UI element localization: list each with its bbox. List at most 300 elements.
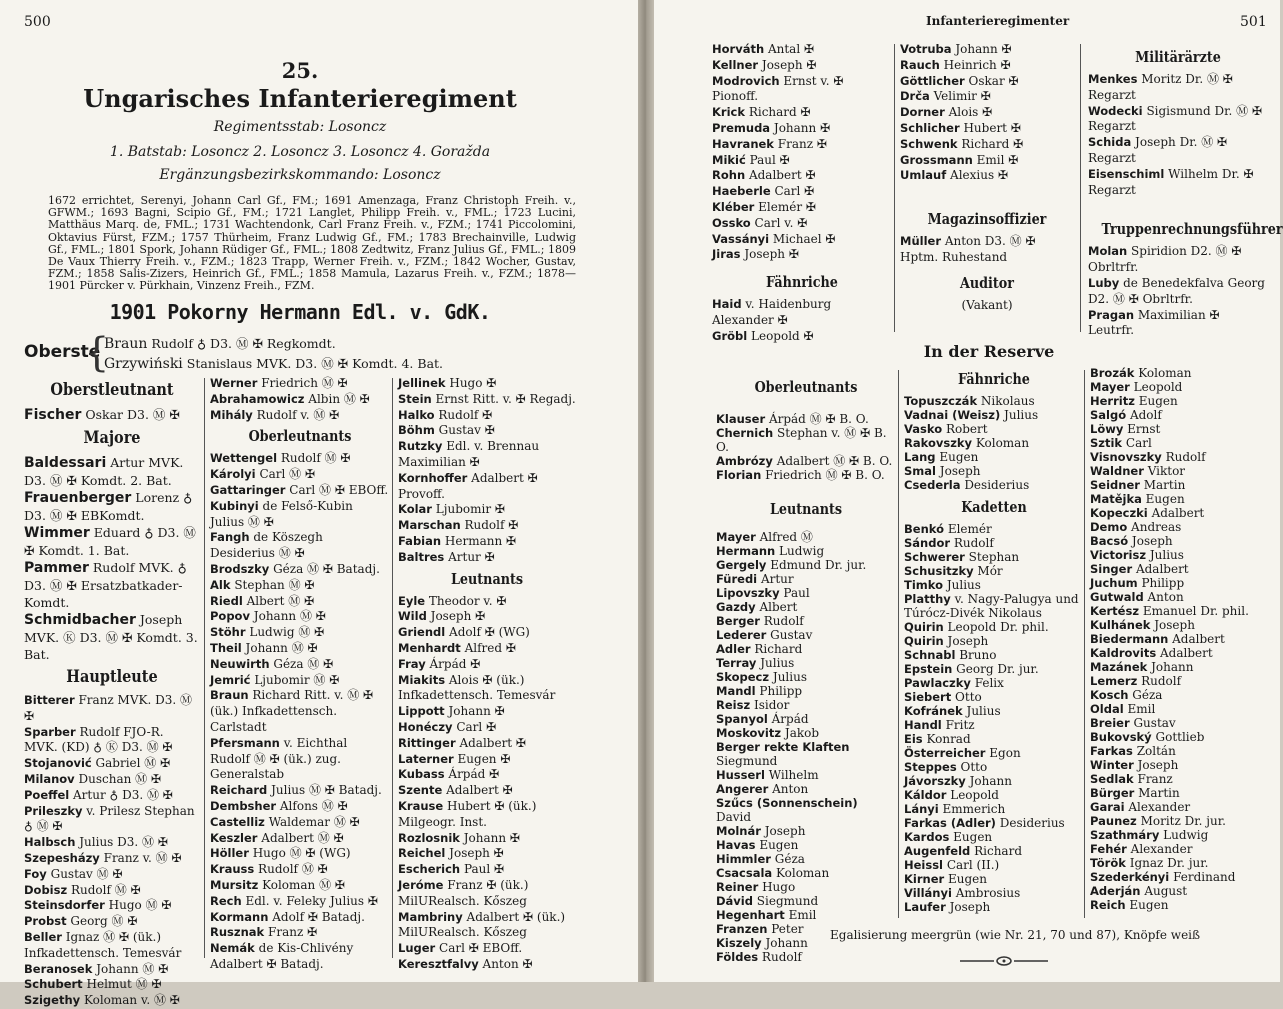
heading-hauptleute: Hauptleute — [66, 667, 158, 687]
roster-entry — [712, 42, 892, 58]
officer-details: Emil — [784, 908, 817, 922]
officer-surname: Frauenberger — [24, 490, 132, 506]
officer-details: Koloman — [772, 866, 830, 880]
officer-surname: Schmidbacher — [24, 612, 136, 628]
roster-entry — [1088, 167, 1268, 199]
roster-entry — [1090, 828, 1270, 842]
officer-details: Joseph — [1150, 618, 1195, 632]
officer-surname: Jemrić — [210, 672, 251, 687]
officer-details: Eugen — [949, 830, 993, 844]
officer-details: Julius — [1146, 548, 1184, 562]
roster-entry — [712, 121, 892, 137]
roster-entry — [904, 550, 1084, 564]
officer-details: Jakob — [781, 726, 820, 740]
officer-surname: Terray — [716, 656, 757, 670]
officer-details: Ludwig Ⓜ ✠ — [245, 625, 325, 640]
roster-entry — [900, 42, 1074, 58]
officer-details: Joseph ✠ — [758, 57, 817, 72]
officer-surname: Keszler — [210, 830, 258, 845]
right-col-3 — [1088, 44, 1283, 339]
officer-surname: Milanov — [24, 771, 75, 786]
roster-entry — [24, 898, 200, 914]
officer-details: Leopold ✠ — [747, 328, 814, 343]
officer-details: Albin Ⓜ ✠ — [304, 391, 370, 406]
officer-details: Anton ✠ — [478, 956, 533, 971]
roster-entry — [24, 524, 200, 559]
officer-surname: Chernich — [716, 426, 774, 440]
officer-surname: Lederer — [716, 628, 767, 642]
roster-entry — [210, 625, 390, 641]
officer-surname: Wimmer — [24, 525, 90, 541]
officer-details: Siegmund — [716, 754, 778, 768]
roster-entry — [210, 392, 390, 408]
officer-details: Alexander — [1126, 842, 1193, 856]
officer-surname: Oldal — [1090, 702, 1124, 716]
roster-entry — [1090, 436, 1270, 450]
officer-surname: Lemerz — [1090, 674, 1138, 688]
officer-details: Adalbert — [1132, 562, 1189, 576]
officer-surname: Földes — [716, 950, 759, 964]
officer-details: Anton — [1143, 590, 1184, 604]
roster-entry — [398, 423, 576, 439]
officer-details: David — [716, 810, 752, 824]
roster-entry — [904, 802, 1084, 816]
roster-entry — [1088, 72, 1268, 104]
officer-surname: Rohn — [712, 168, 746, 183]
officer-details: Johann Ⓜ ✠ — [92, 961, 169, 976]
officer-surname: Kiszely — [716, 936, 762, 950]
roster-entry — [210, 609, 390, 625]
roster-entry — [24, 611, 200, 663]
roster-entry — [900, 121, 1074, 137]
oberste-label: Oberste — [24, 342, 101, 362]
officer-details: Alexius ✠ — [946, 168, 1008, 183]
roster-entry — [904, 578, 1084, 592]
officer-details: Hugo — [758, 880, 796, 894]
column-rule — [204, 378, 205, 958]
officer-details: Edl. v. Brennau Maximilian ✠ — [398, 439, 540, 469]
officer-details: Stephan — [964, 550, 1020, 564]
officer-details: Rudolf — [759, 614, 804, 628]
officer-surname: Augenfeld — [904, 844, 971, 858]
officer-details: Zoltán — [1132, 744, 1176, 758]
regiment-title: Ungarisches Infanterieregiment — [83, 84, 517, 113]
roster-entry — [24, 804, 200, 836]
roster-entry — [1090, 380, 1270, 394]
officer-details: Waldemar Ⓜ ✠ — [264, 814, 360, 829]
officer-surname: Ossko — [712, 215, 751, 230]
officer-details: Julius Ⓜ ✠ Batadj. — [267, 783, 382, 798]
roster-entry — [1088, 244, 1268, 276]
officer-details: Joseph MVK. Ⓚ D3. Ⓜ ✠ Komdt. 3. Bat. — [24, 612, 198, 662]
officer-surname: Fehér — [1090, 842, 1127, 856]
roster-entry — [24, 489, 200, 524]
officer-details: Carl ✠ — [452, 719, 497, 734]
roster-entry — [1088, 135, 1268, 167]
officer-surname: Smal — [904, 464, 936, 478]
officer-details: Leopold — [946, 788, 999, 802]
officer-surname: Kaldrovits — [1090, 646, 1157, 660]
officer-surname: Szathmáry — [1090, 828, 1160, 842]
officer-details: Emanuel Dr. phil. — [1139, 604, 1249, 618]
roster-entry — [716, 628, 896, 642]
officer-details: Carl v. ✠ — [750, 215, 808, 230]
roster-entry — [398, 673, 576, 705]
officer-details: Adalbert ✠ — [442, 783, 513, 798]
officer-surname: Reiner — [716, 880, 759, 894]
roster-entry — [1090, 660, 1270, 674]
officer-surname: Fray — [398, 656, 426, 671]
roster-entry — [210, 641, 390, 657]
roster-entry — [398, 534, 576, 550]
roster-entry — [24, 406, 200, 424]
officer-details: Konrad — [922, 732, 971, 746]
officer-details: Emil ✠ — [972, 152, 1019, 167]
officer-surname: Visnovszky — [1090, 450, 1162, 464]
roster-entry — [904, 422, 1084, 436]
officer-details: Leopold — [1129, 380, 1183, 394]
roster-entry — [1090, 520, 1270, 534]
officer-details: Peter — [767, 922, 804, 936]
officer-details: Franz v. Ⓜ ✠ — [99, 850, 182, 865]
officer-surname: Werner — [210, 376, 258, 390]
officer-details: Árpád Ⓜ ✠ B. O. — [765, 412, 869, 426]
officer-surname: Herritz — [1090, 394, 1135, 408]
roster-entry — [398, 594, 576, 610]
officer-surname: Skopecz — [716, 670, 770, 684]
officer-surname: Havranek — [712, 136, 774, 151]
officer-surname: Quirin — [904, 634, 944, 648]
roster-entry — [210, 910, 390, 926]
officer-details: Heinrich ✠ — [939, 57, 1011, 72]
officer-surname: Husserl — [716, 768, 765, 782]
officer-surname: Baldessari — [24, 455, 107, 471]
officer-details: Franz MVK. D3. Ⓜ ✠ — [24, 693, 192, 723]
roster-entry — [1090, 786, 1270, 800]
officer-surname: Lippott — [398, 704, 445, 719]
officer-surname: Jávorszky — [904, 774, 966, 788]
roster-entry — [1090, 408, 1270, 422]
roster-entry — [712, 216, 892, 232]
officer-details: Julius — [1000, 408, 1039, 422]
roster-entry — [712, 137, 892, 153]
roster-entry — [398, 783, 576, 799]
roster-entry — [398, 518, 576, 534]
roster-entry — [716, 670, 896, 684]
officer-surname: Angerer — [716, 782, 769, 796]
officer-details: Julius D3. Ⓜ ✠ — [75, 835, 168, 850]
roster-entry — [1090, 464, 1270, 478]
officer-details: Friedrich Ⓜ ✠ B. O. — [761, 468, 885, 482]
officer-details: Koloman — [972, 436, 1030, 450]
roster-entry — [1090, 422, 1270, 436]
heading-reserve-faehnriche: Fähnriche — [958, 370, 1030, 388]
officer-surname: Salgó — [1090, 408, 1127, 422]
roster-entry — [904, 690, 1084, 704]
officer-details: Adolf ✠ Batadj. — [268, 909, 365, 924]
officer-surname: Honéczy — [398, 719, 453, 734]
officer-surname: Kardos — [904, 830, 950, 844]
officer-surname: Schlicher — [900, 120, 960, 135]
right-page — [654, 0, 1283, 982]
roster-entry — [716, 894, 896, 908]
officer-surname: Steinsdorfer — [24, 898, 105, 913]
right-col-1 — [712, 42, 892, 345]
roster-entry — [904, 718, 1084, 732]
officer-surname: Mayer — [716, 530, 756, 544]
roster-entry — [210, 376, 390, 392]
officer-surname: Csacsala — [716, 866, 773, 880]
roster-entry — [904, 788, 1084, 802]
roster-entry — [716, 950, 896, 964]
roster-entry — [904, 648, 1084, 662]
officer-details: v. Prilesz Stephan ♁ Ⓜ ✠ — [24, 803, 195, 834]
officer-details: Ernst — [1123, 422, 1161, 436]
officer-details: Richard Ritt. v. Ⓜ ✠ (ük.) Infkadettensch. Carlstadt — [210, 688, 374, 734]
roster-entry — [1090, 842, 1270, 856]
officer-details: Gustav — [1129, 716, 1176, 730]
roster-entry — [716, 468, 896, 482]
officer-details: Johann — [1147, 660, 1194, 674]
roster-entry — [716, 586, 896, 600]
officer-surname: Müller — [900, 234, 941, 249]
officer-details: Julius — [962, 704, 1001, 718]
left-col-1 — [24, 376, 200, 1009]
officer-details: Adalbert Ⓜ ✠ — [257, 830, 344, 845]
officer-surname: Stojanović — [24, 756, 92, 771]
officer-surname: Mandl — [716, 684, 756, 698]
officer-details: Martin — [1139, 478, 1186, 492]
officer-surname: Rauch — [900, 57, 940, 72]
officer-surname: Heissl — [904, 858, 943, 872]
roster-entry — [1090, 478, 1270, 492]
column-rule — [894, 44, 895, 332]
roster-entry — [210, 530, 390, 562]
officer-details: Nikolaus — [977, 394, 1035, 408]
roster-entry — [1090, 856, 1270, 870]
officer-surname: Neuwirth — [210, 656, 270, 671]
roster-entry — [398, 550, 576, 566]
roster-entry — [398, 471, 576, 503]
regiment-number: 25. — [281, 58, 319, 83]
regiment-history: 1672 errichtet, Serenyi, Johann Carl Gf., FM.; 1691 Amenzaga, Franz Christoph Freih. v., GFWM.; 1693 Bagni, Scipio Gf., FM.; 1721 Langlet, Philipp Freih. v., FML.; 1723 Lucini, Matthäus Marq. de, FML.; 1731 Wachtendonk, Carl Franz Freih. v., FZM.; 1741 Piccolomini, Oktavius Fürst, FZM.; 1757 Thürheim, Franz Ludwig Gf., FM.; 1783 Brechainville, Ludwig Gf., FML.; 1801 Spork, Johann Rüdiger Gf., FML.; 1808 Zedtwitz, Franz Julius Gf., FML.; 1809 De Vaux Thierry Freih. v., FZM.; 1823 Trapp, Werner Freih. v., FZM.; 1842 Wocher, Gustav, FZM.; 1858 Salis-Zizers, Heinrich Gf., FML.; 1858 Mamula, Lazarus Freih. v., FZM.; 1878—1901 Pürcker v. Pürkhain, Vinzenz Freih., FZM. — [48, 194, 576, 293]
page-number: 500 — [24, 14, 51, 30]
roster-entry — [716, 544, 896, 558]
officer-details: Eugen — [935, 450, 979, 464]
officer-surname: Berger — [716, 614, 760, 628]
officer-details: Rudolf — [758, 950, 802, 964]
roster-entry — [1090, 800, 1270, 814]
officer-details: Ernst Ritt. v. ✠ Regadj. — [431, 391, 576, 406]
officer-surname: Kofránek — [904, 704, 963, 718]
roster-entry — [1090, 884, 1270, 898]
officer-details: Carl ✠ — [770, 184, 815, 199]
officer-surname: Kosch — [1090, 688, 1129, 702]
officer-surname: Schnabl — [904, 648, 956, 662]
roster-entry — [398, 641, 576, 657]
officer-surname: Káldor — [904, 788, 947, 802]
officer-surname: Horváth — [712, 42, 765, 56]
officer-surname: Molan — [1088, 244, 1128, 259]
officer-surname: Fischer — [24, 407, 82, 423]
roster-entry — [716, 782, 896, 796]
roster-entry — [904, 886, 1084, 900]
officer-details: Otto — [956, 760, 988, 774]
roster-entry — [398, 376, 576, 392]
officer-details: Emil — [1123, 702, 1156, 716]
officer-details: Géza Ⓜ ✠ — [269, 656, 334, 671]
left-col-2 — [210, 376, 390, 973]
officer-details: Mór — [973, 564, 1003, 578]
officer-surname: Seidner — [1090, 478, 1140, 492]
officer-surname: Braun — [210, 688, 249, 703]
roster-entry — [210, 467, 390, 483]
officer-details: Adalbert — [1156, 646, 1213, 660]
roster-entry — [24, 835, 200, 851]
officer-surname: Gröbl — [712, 328, 748, 343]
officer-surname: Prileszky — [24, 803, 83, 818]
officer-surname: Florian — [716, 468, 762, 482]
roster-entry — [24, 725, 200, 757]
officer-details: Rudolf ✠ — [434, 407, 493, 422]
officer-surname: Rusznak — [210, 925, 265, 940]
roster-entry — [398, 752, 576, 768]
roster-entry — [24, 559, 200, 611]
officer-surname: Moskovitz — [716, 726, 782, 740]
officer-surname: Eyle — [398, 593, 426, 608]
roster-entry — [1088, 276, 1268, 308]
heading-auditor: Auditor — [959, 273, 1015, 292]
roster-entry — [398, 878, 576, 910]
officer-details: Joseph — [945, 900, 991, 914]
officer-surname: Probst — [24, 914, 67, 929]
officer-surname: Drča — [900, 89, 930, 104]
officer-surname: Török — [1090, 856, 1126, 870]
roster-entry — [904, 830, 1084, 844]
officer-details: Koloman Ⓜ ✠ — [258, 877, 345, 892]
officer-surname: Baltres — [398, 549, 445, 564]
reserve-col-1 — [716, 374, 896, 964]
officer-details: Georg Dr. jur. — [952, 662, 1039, 676]
officer-surname: Hermann — [716, 544, 776, 558]
reserve-col-2 — [904, 366, 1084, 914]
officer-details: Isidor — [750, 698, 790, 712]
roster-entry — [398, 941, 576, 957]
officer-details: Rudolf v. Ⓜ ✠ — [252, 407, 340, 422]
officer-details: Sigismund Dr. Ⓜ ✠ Regarzt — [1088, 103, 1263, 134]
running-head: Infanterieregimenter — [926, 14, 1070, 28]
officer-details: Koloman v. Ⓜ ✠ — [80, 993, 180, 1008]
officer-surname: Gattaringer — [210, 482, 286, 497]
officer-details: Joseph Dr. Ⓜ ✠ Regarzt — [1088, 135, 1228, 165]
heading-militaeraerzte: Militärärzte — [1135, 48, 1221, 66]
roster-entry — [904, 900, 1084, 914]
officer-surname: Wild — [398, 609, 427, 624]
roster-entry — [1090, 548, 1270, 562]
officer-details: Johann ✠ — [444, 704, 505, 719]
roster-entry — [1090, 688, 1270, 702]
roster-entry — [210, 831, 390, 847]
officer-details: Artur ♁ D3. Ⓜ ✠ — [69, 787, 173, 802]
officer-details: Gottlieb — [1151, 730, 1205, 744]
officer-details: Eugen — [944, 872, 988, 886]
officer-surname: Kolar — [398, 502, 432, 517]
officer-details: Árpád ✠ — [425, 656, 481, 671]
officer-details: Julius — [943, 578, 981, 592]
roster-entry — [716, 768, 896, 782]
roster-entry — [900, 89, 1074, 105]
officer-surname: Pragan — [1088, 307, 1135, 322]
officer-surname: Reichard — [210, 783, 268, 798]
officer-surname: Mursitz — [210, 877, 259, 892]
roster-entry — [210, 408, 390, 424]
officer-surname: Lipovszky — [716, 586, 780, 600]
officer-details: Leopold Dr. phil. — [943, 620, 1049, 634]
officer-surname: Siebert — [904, 690, 952, 704]
roster-entry — [398, 657, 576, 673]
officer-details: Artur ✠ — [444, 549, 495, 564]
officer-surname: Rakovszky — [904, 436, 973, 450]
roster-entry — [398, 799, 576, 831]
officer-details: Johann — [761, 936, 808, 950]
officer-surname: Farkas — [1090, 744, 1133, 758]
officer-surname: Böhm — [398, 423, 435, 438]
officer-details: Adalbert ✠ (ük.) MilURealsch. Kőszeg — [398, 909, 566, 940]
officer-surname: Krauss — [210, 862, 255, 877]
officer-surname: Topuszczák — [904, 394, 978, 408]
officer-surname: Foy — [24, 866, 47, 881]
officer-surname: Spanyol — [716, 712, 768, 726]
officer-surname: Timko — [904, 578, 944, 592]
officer-surname: Vassányi — [712, 231, 770, 246]
officer-details: Paul — [779, 586, 810, 600]
roster-entry — [904, 522, 1084, 536]
roster-entry — [716, 530, 896, 544]
officer-details: Helmut Ⓜ ✠ — [82, 977, 162, 992]
officer-details: Ljubomir Ⓜ ✠ — [250, 672, 340, 687]
officer-details: Koloman — [1134, 366, 1192, 380]
officer-surname: Eisenschiml — [1088, 166, 1165, 181]
roster-entry — [1090, 814, 1270, 828]
oberst-2: Grzywiński Stanislaus MVK. D3. Ⓜ ✠ Komdt. 4. Bat. — [104, 356, 444, 372]
officer-details: Eugen — [1141, 492, 1185, 506]
officer-details: Rudolf MVK. ♁ D3. Ⓜ ✠ Ersatzbatkader-Komdt. — [24, 560, 187, 610]
officer-surname: Kléber — [712, 199, 755, 214]
officer-details: Eugen ✠ — [453, 751, 511, 766]
officer-surname: Jellinek — [398, 376, 446, 390]
roster-entry — [712, 153, 892, 169]
officer-surname: Rutzky — [398, 439, 443, 454]
officer-surname: Dobisz — [24, 882, 68, 897]
officer-details: Lorenz ♁ D3. Ⓜ ✠ EBKomdt. — [24, 490, 193, 523]
officer-surname: Adler — [716, 642, 751, 656]
officer-surname: Villányi — [904, 886, 952, 900]
officer-details: Alfred ✠ — [460, 640, 516, 655]
officer-details: Franz — [1133, 772, 1173, 786]
officer-surname: Vadnai (Weisz) — [904, 408, 1001, 422]
officer-details: Carl ✠ EBOff. — [435, 941, 523, 956]
officer-details: Ferdinand — [1169, 870, 1236, 884]
roster-entry — [904, 774, 1084, 788]
roster-entry — [1090, 632, 1270, 646]
officer-surname: Dávid — [716, 894, 753, 908]
roster-entry — [24, 756, 200, 772]
roster-entry — [904, 592, 1084, 620]
roster-entry — [716, 600, 896, 614]
officer-surname: Füredi — [716, 572, 758, 586]
officer-details: Bruno — [955, 648, 997, 662]
officer-surname: Aderján — [1090, 884, 1141, 898]
